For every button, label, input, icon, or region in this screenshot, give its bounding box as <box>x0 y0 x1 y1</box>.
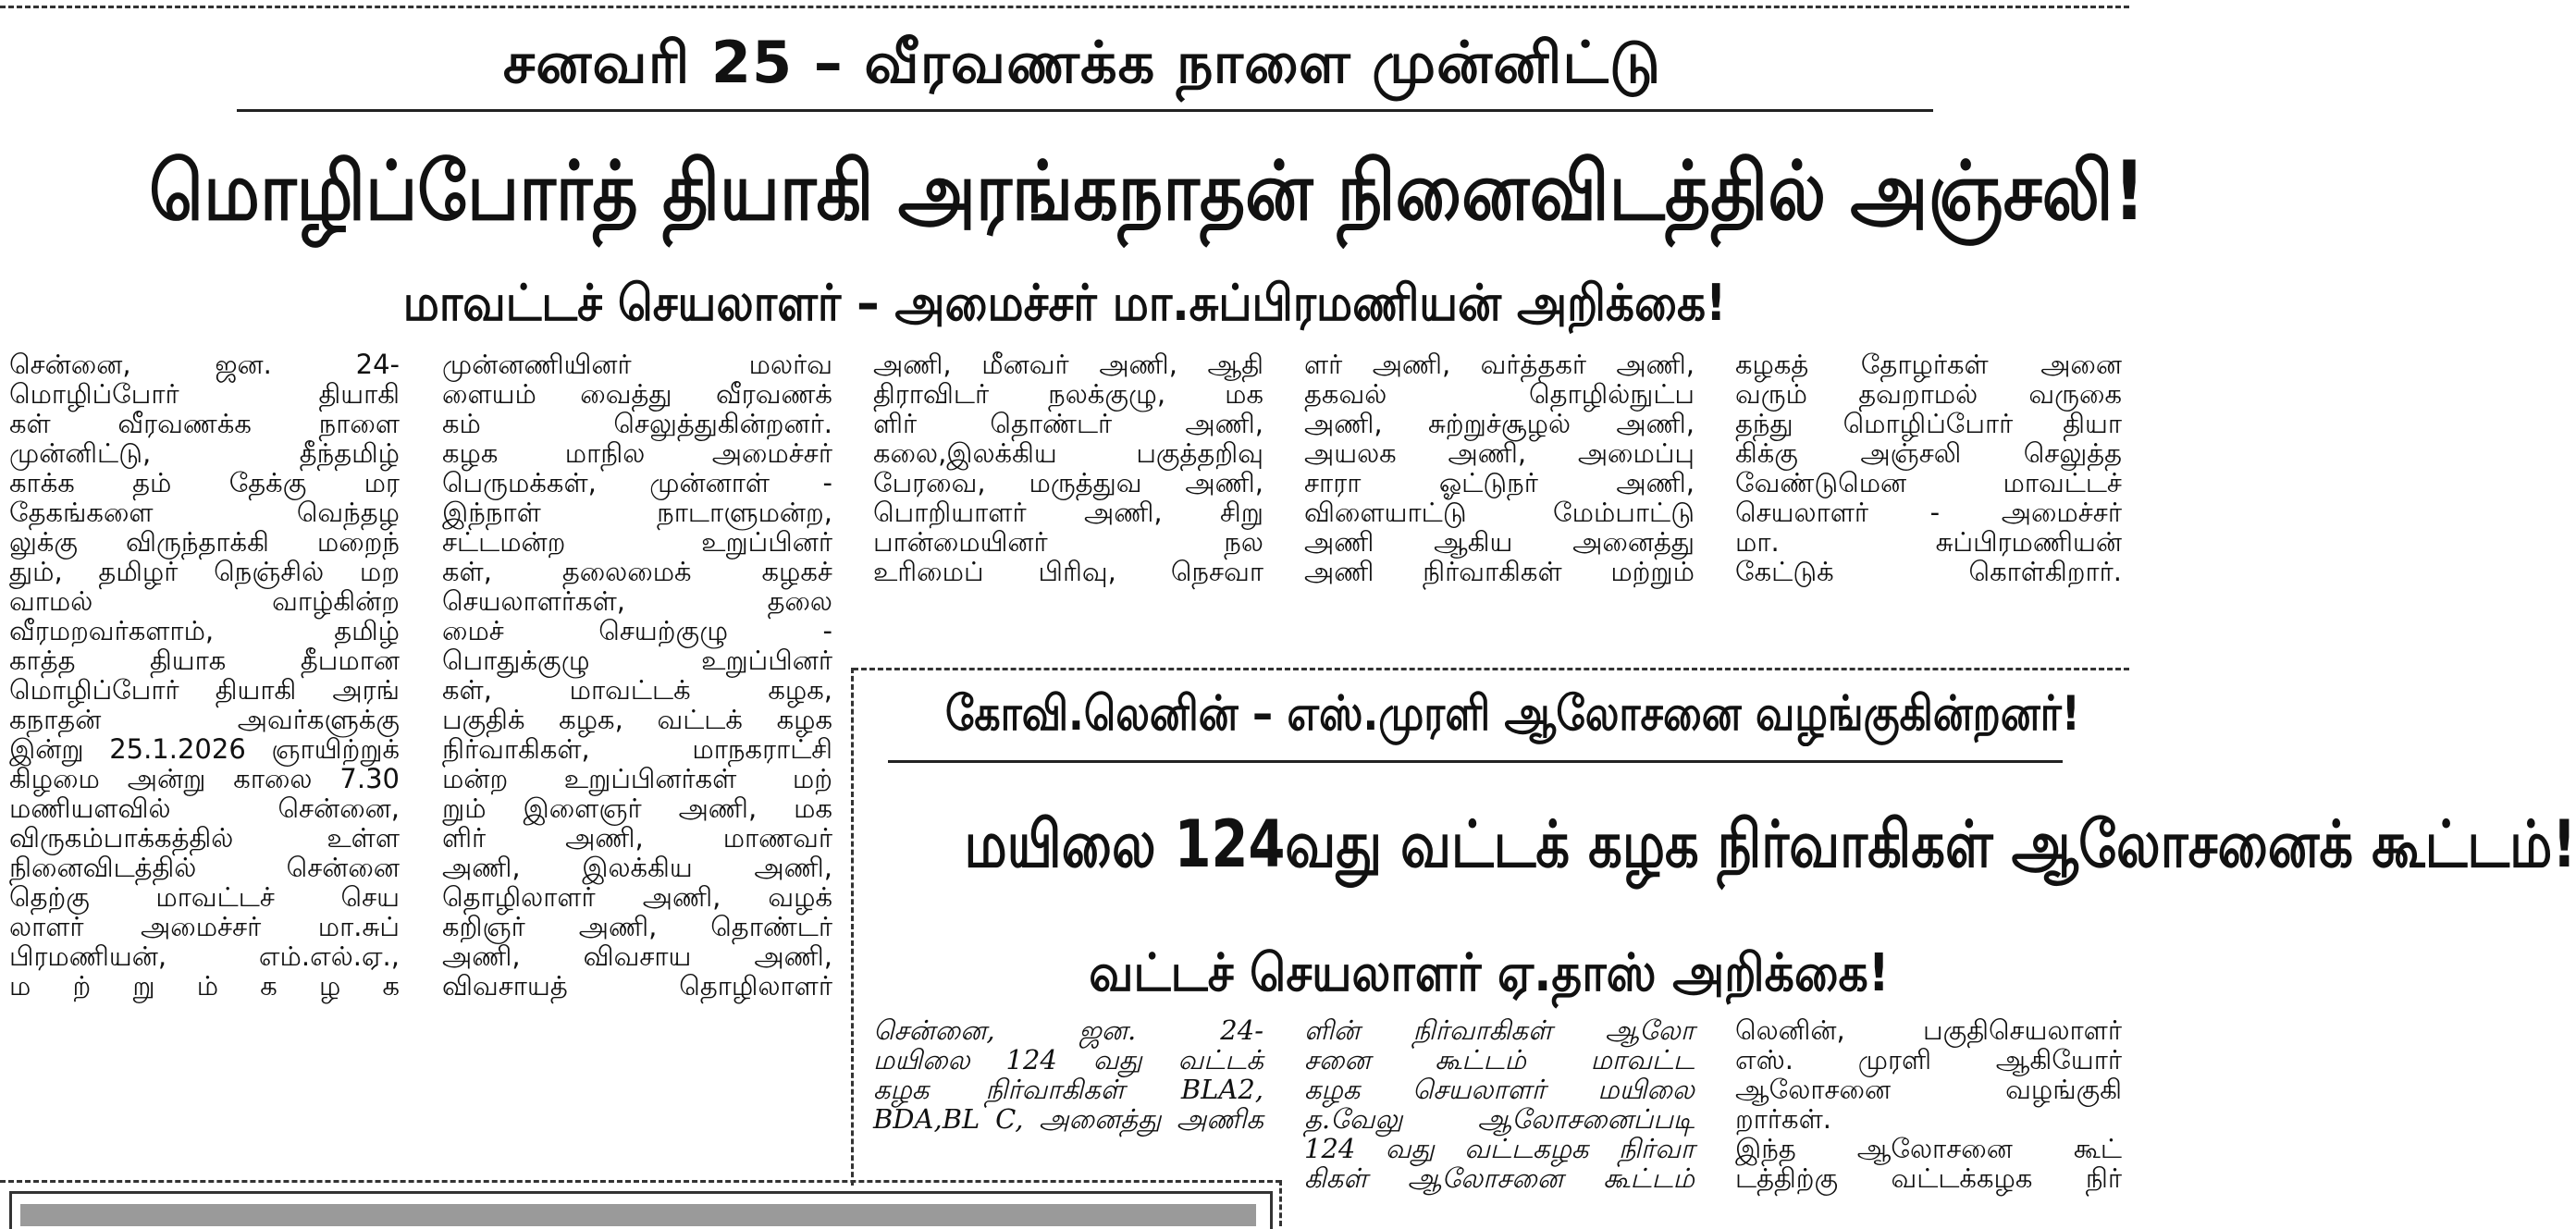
text-line: கழக செயலாளர் மயிலை <box>1304 1074 1695 1105</box>
text-line: கம் செலுத்துகின்றனர். <box>442 408 832 439</box>
article-kicker: சனவரி 25 – வீரவணக்க நாளை முன்னிட்டு <box>502 29 1662 96</box>
second-kicker-underline <box>888 760 2063 763</box>
text-line: சென்னை, ஜன. 24- <box>873 1014 1263 1046</box>
article-divider-horizontal <box>853 668 2129 670</box>
text-line: வீரமறவர்களாம், தமிழ் <box>9 615 400 646</box>
photo-divider-vertical <box>1279 1180 1282 1226</box>
text-line: வரும் தவறாமல் வருகை <box>1735 378 2122 410</box>
text-line: ளர் அணி, வர்த்தகர் அணி, <box>1304 349 1695 380</box>
text-line: டத்திற்கு வட்டக்கழக நிர் <box>1735 1162 2122 1194</box>
text-line: ளிர் தொண்டர் அணி, <box>873 408 1263 439</box>
second-article-column-3 <box>1735 1015 2122 1193</box>
second-article-headline: மயிலை 124வது வட்டக் கழக நிர்வாகிகள் ஆலோசனைக் கூட்டம்! <box>964 806 2576 882</box>
text-line: மைச் செயற்குழு - <box>442 615 832 646</box>
text-line: அணி ஆகிய அனைத்து <box>1304 526 1695 558</box>
text-line: செயலாளர் - அமைச்சர் <box>1735 497 2122 528</box>
second-article-subhead: வட்டச் செயலாளர் ஏ.தாஸ் அறிக்கை! <box>1089 943 1890 1003</box>
text-line: விளையாட்டு மேம்பாட்டு <box>1304 497 1695 528</box>
text-line: கழக மாநில அமைச்சர் <box>442 437 832 469</box>
text-line: கள், மாவட்டக் கழக, <box>442 674 832 706</box>
text-line: ளிர் அணி, மாணவர் <box>442 822 832 854</box>
text-line: மொழிப்போர் தியாகி அரங் <box>9 674 400 706</box>
text-line: தந்து மொழிப்போர் தியா <box>1735 408 2122 439</box>
text-line: கலை,இலக்கிய பகுத்தறிவு <box>873 437 1263 469</box>
text-line: நிர்வாகிகள், மாநகராட்சி <box>442 733 832 765</box>
text-line: இந்த ஆலோசனை கூட் <box>1735 1133 2122 1164</box>
text-line: காக்க தம் தேக்கு மர <box>9 467 400 498</box>
text-line: மன்ற உறுப்பினர்கள் மற் <box>442 763 832 794</box>
text-line: உரிமைப் பிரிவு, நெசவா <box>873 556 1263 587</box>
text-line: கிழமை அன்று காலை 7.30 <box>9 763 400 794</box>
text-line: கழக நிர்வாகிகள் BLA2, <box>873 1074 1263 1105</box>
text-line: லெனின், பகுதிசெயலாளர் <box>1735 1014 2122 1046</box>
kicker-underline <box>237 109 1933 112</box>
text-line: கேட்டுக் கொள்கிறார். <box>1735 556 2122 587</box>
text-line: விருகம்பாக்கத்தில் உள்ள <box>9 822 400 854</box>
text-line: ஆலோசனை வழங்குகி <box>1735 1074 2122 1105</box>
text-line: எஸ். முரளி ஆகியோர் <box>1735 1044 2122 1075</box>
text-line: பொறியாளர் அணி, சிறு <box>873 497 1263 528</box>
text-line: மா. சுப்பிரமணியன் <box>1735 526 2122 558</box>
text-line: லுக்கு விருந்தாக்கி மறைந் <box>9 526 400 558</box>
article-subhead: மாவட்டச் செயலாளர் – அமைச்சர் மா.சுப்பிரமணியன் அறிக்கை! <box>402 274 1727 332</box>
photo-divider-horizontal <box>0 1180 1281 1183</box>
text-line: கிக்கு அஞ்சலி செலுத்த <box>1735 437 2122 469</box>
article-column-1 <box>9 350 400 1001</box>
article-column-5 <box>1735 350 2122 586</box>
text-line: முன்னிட்டு, தீந்தமிழ் <box>9 437 400 469</box>
text-line: த.வேலு ஆலோசனைப்படி <box>1304 1103 1695 1135</box>
text-line: அணி நிர்வாகிகள் மற்றும் <box>1304 556 1695 587</box>
text-line: அணி, விவசாய அணி, <box>442 940 832 972</box>
text-line: செயலாளர்கள், தலை <box>442 585 832 617</box>
text-line: திராவிடர் நலக்குழு, மக <box>873 378 1263 410</box>
text-line: பொதுக்குழு உறுப்பினர் <box>442 645 832 676</box>
text-line: இன்று 25.1.2026 ஞாயிற்றுக் <box>9 733 400 765</box>
text-line: மயிலை 124 வது வட்டக் <box>873 1044 1263 1075</box>
text-line: கநாதன் அவர்களுக்கு <box>9 704 400 735</box>
text-line: மணியளவில் சென்னை, <box>9 793 400 824</box>
text-line: 124 வது வட்டகழக நிர்வா <box>1304 1133 1695 1164</box>
text-line: சாரா ஓட்டுநர் அணி, <box>1304 467 1695 498</box>
text-line: சனை கூட்டம் மாவட்ட <box>1304 1044 1695 1075</box>
text-line: ளையம் வைத்து வீரவணக் <box>442 378 832 410</box>
text-line: தொழிலாளர் அணி, வழக் <box>442 881 832 913</box>
text-line: கள் வீரவணக்க நாளை <box>9 408 400 439</box>
text-line: ம ற் று ம் க ழ க <box>9 970 400 1002</box>
text-line: தும், தமிழர் நெஞ்சில் மற <box>9 556 400 587</box>
text-line: தகவல் தொழில்நுட்ப <box>1304 378 1695 410</box>
text-line: பெருமக்கள், முன்னாள் - <box>442 467 832 498</box>
text-line: றும் இளைஞர் அணி, மக <box>442 793 832 824</box>
text-line: சட்டமன்ற உறுப்பினர் <box>442 526 832 558</box>
text-line: வேண்டுமென மாவட்டச் <box>1735 467 2122 498</box>
article-column-3 <box>873 350 1263 586</box>
text-line: தேகங்களை வெந்தழ <box>9 497 400 528</box>
text-line: அயலக அணி, அமைப்பு <box>1304 437 1695 469</box>
text-line: வாமல் வாழ்கின்ற <box>9 585 400 617</box>
text-line: அணி, இலக்கிய அணி, <box>442 852 832 883</box>
text-line: கழகத் தோழர்கள் அனை <box>1735 349 2122 380</box>
text-line: பேரவை, மருத்துவ அணி, <box>873 467 1263 498</box>
text-line: சென்னை, ஜன. 24- <box>9 349 400 380</box>
second-article-kicker: கோவி.லெனின் – எஸ்.முரளி ஆலோசனை வழங்குகின்றனர்! <box>945 686 2080 742</box>
article-column-2 <box>442 350 832 1001</box>
text-line: கள், தலைமைக் கழகச் <box>442 556 832 587</box>
photo-image <box>20 1204 1256 1226</box>
text-line: அணி, சுற்றுச்சூழல் அணி, <box>1304 408 1695 439</box>
text-line: கறிஞர் அணி, தொண்டர் <box>442 911 832 942</box>
article-column-4 <box>1304 350 1695 586</box>
top-dashed-border <box>0 6 2129 8</box>
text-line: விவசாயத் தொழிலாளர் <box>442 970 832 1002</box>
text-line: பகுதிக் கழக, வட்டக் கழக <box>442 704 832 735</box>
second-article-column-1 <box>873 1015 1263 1134</box>
text-line: முன்னணியினர் மலர்வ <box>442 349 832 380</box>
text-line: மொழிப்போர் தியாகி <box>9 378 400 410</box>
text-line: நினைவிடத்தில் சென்னை <box>9 852 400 883</box>
text-line: அணி, மீனவர் அணி, ஆதி <box>873 349 1263 380</box>
text-line: காத்த தியாக தீபமான <box>9 645 400 676</box>
text-line: பான்மையினர் நல <box>873 526 1263 558</box>
article-divider-vertical <box>851 668 854 1186</box>
text-line: BDA,BL C, அனைத்து அணிக <box>873 1103 1263 1135</box>
article-headline: மொழிப்போர்த் தியாகி அரங்கநாதன் நினைவிடத்தில் அஞ்சலி! <box>149 143 2146 239</box>
text-line: தெற்கு மாவட்டச் செய <box>9 881 400 913</box>
text-line: கிகள் ஆலோசனை கூட்டம் <box>1304 1162 1695 1194</box>
text-line: ளின் நிர்வாகிகள் ஆலோ <box>1304 1014 1695 1046</box>
text-line: பிரமணியன், எம்.எல்.ஏ., <box>9 940 400 972</box>
text-line: றார்கள். <box>1735 1103 1831 1135</box>
text-line: லாளர் அமைச்சர் மா.சுப் <box>9 911 400 942</box>
text-line: இந்நாள் நாடாளுமன்ற, <box>442 497 832 528</box>
second-article-column-2 <box>1304 1015 1695 1193</box>
